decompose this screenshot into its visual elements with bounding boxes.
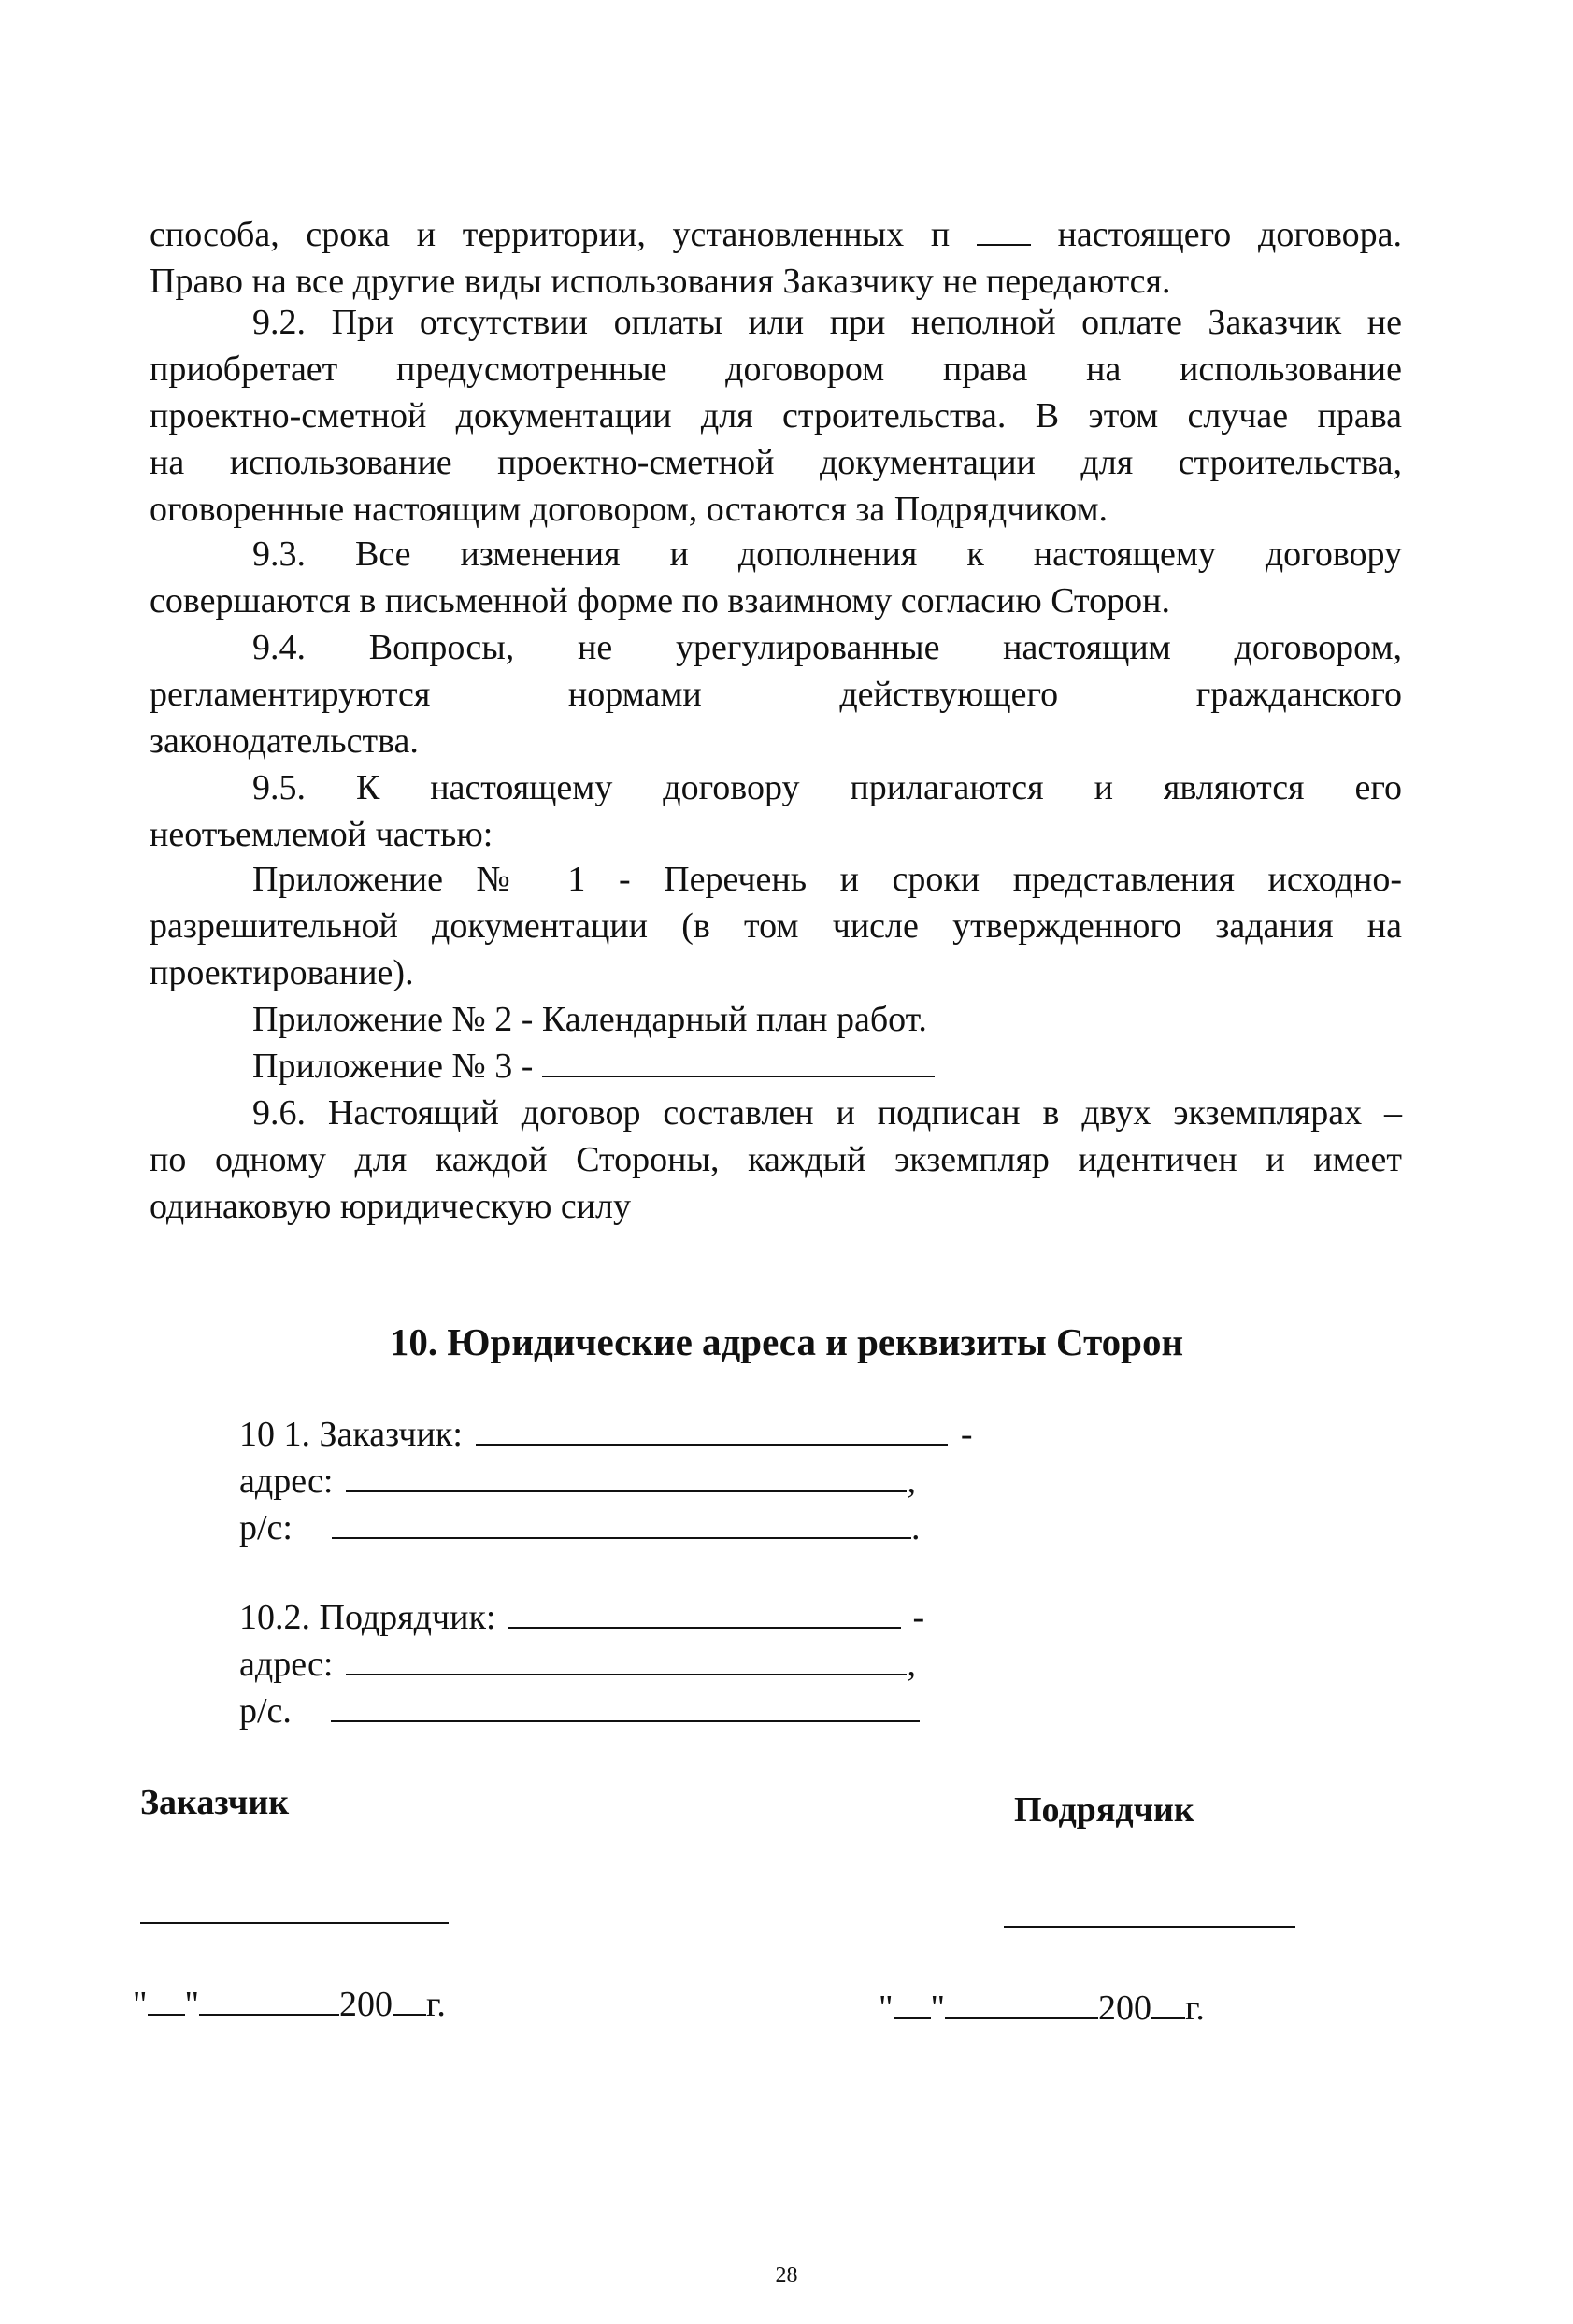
- customer-date-line: [133, 1981, 446, 2028]
- day-blank: [894, 1989, 931, 2019]
- page-number: 28: [775, 2263, 798, 2288]
- year-suffix: г.: [426, 1985, 446, 2024]
- text-line: оговоренные настоящим договором, остаются за Подрядчиком.: [150, 490, 1108, 529]
- paragraph-9-2: [150, 299, 1402, 533]
- year-blank: [1151, 1989, 1185, 2019]
- paragraph-9-4: [150, 624, 1402, 764]
- customer-requisites: [239, 1411, 973, 1551]
- text-line: 9.5. К настоящему договору прилагаются и являются его: [252, 768, 1402, 807]
- dash: -: [912, 1598, 925, 1637]
- account-blank: [332, 1509, 911, 1539]
- contractor-requisites: [239, 1594, 924, 1734]
- contractor-label: 10.2. Подрядчик:: [239, 1598, 496, 1637]
- address-label: адрес:: [239, 1645, 334, 1684]
- contractor-signature-line: [1004, 1926, 1295, 1928]
- text-line: проектирование).: [150, 953, 414, 992]
- appendix-2-entry: Приложение № 2 - Календарный план работ.: [252, 1000, 927, 1039]
- text-line: проектно-сметной документации для строительства. В этом случае права: [150, 396, 1402, 435]
- text-line: Приложение № 1 - Перечень и сроки представления исходно-: [252, 860, 1402, 899]
- quote-mark: ": [133, 1985, 148, 2024]
- quote-mark: ": [184, 1985, 200, 2024]
- customer-line: [239, 1411, 973, 1458]
- appendix-2-3-entries: [150, 996, 1402, 1090]
- address-label: адрес:: [239, 1461, 334, 1501]
- contractor-date-line: [879, 1985, 1205, 2032]
- comma: ,: [907, 1461, 916, 1501]
- text-line: по одному для каждой Стороны, каждый экземпляр идентичен и имеет: [150, 1140, 1402, 1179]
- period: .: [910, 1508, 921, 1547]
- account-blank: [331, 1692, 920, 1722]
- day-blank: [148, 1986, 185, 2016]
- account-label: р/с.: [239, 1691, 292, 1731]
- text-fragment: способа, срока и территории, установленных п: [150, 215, 951, 254]
- quote-mark: ": [930, 1989, 946, 2028]
- text-line: одинаковую юридическую силу: [150, 1187, 632, 1226]
- account-label: р/с:: [239, 1508, 293, 1547]
- address-blank: [346, 1462, 907, 1492]
- customer-label: 10 1. Заказчик:: [239, 1415, 463, 1454]
- contractor-line: [239, 1594, 924, 1641]
- text-line: приобретает предусмотренные договором права на использование: [150, 349, 1402, 389]
- text-line: 9.4. Вопросы, не урегулированные настоящим договором,: [252, 628, 1402, 667]
- paragraph-9-6: [150, 1090, 1402, 1230]
- text-fragment: настоящего договора.: [1057, 215, 1403, 254]
- text-line: регламентируются нормами действующего гражданского: [150, 675, 1402, 714]
- text-line: 9.2. При отсутствии оплаты или при неполной оплате Заказчик не: [252, 303, 1402, 342]
- month-blank: [199, 1986, 339, 2016]
- contractor-address-line: [239, 1641, 924, 1688]
- customer-signature-title: Заказчик: [140, 1783, 290, 1822]
- year-blank: [393, 1986, 426, 2016]
- text-line: неотъемлемой частью:: [150, 815, 493, 854]
- paragraph-9-1-continuation: [150, 211, 1402, 305]
- text-line: [150, 211, 1402, 258]
- dash: -: [960, 1415, 973, 1454]
- text-line: на использование проектно-сметной документации для строительства,: [150, 443, 1402, 482]
- contractor-name-blank: [508, 1599, 901, 1629]
- year-prefix: 200: [1098, 1989, 1152, 2028]
- appendix-1-entry: [150, 856, 1402, 996]
- appendix-3-entry: [150, 1043, 1402, 1090]
- paragraph-9-3: [150, 531, 1402, 624]
- customer-account-line: [239, 1504, 973, 1551]
- section-10-heading: 10. Юридические адреса и реквизиты Сторон: [389, 1320, 1184, 1363]
- year-prefix: 200: [339, 1985, 393, 2024]
- month-blank: [945, 1989, 1098, 2019]
- text-line: 9.3. Все изменения и дополнения к настоящему договору: [252, 535, 1402, 574]
- text-fragment: Приложение № 3 -: [252, 1047, 534, 1086]
- quote-mark: ": [879, 1989, 894, 2028]
- fill-in-blank: [977, 216, 1031, 246]
- customer-signature-line: [140, 1922, 449, 1924]
- text-line: 9.6. Настоящий договор составлен и подписан в двух экземплярах –: [252, 1093, 1402, 1133]
- text-line: законодательства.: [150, 721, 419, 761]
- contractor-account-line: [239, 1688, 924, 1734]
- year-suffix: г.: [1185, 1989, 1205, 2028]
- address-blank: [346, 1646, 907, 1675]
- customer-name-blank: [476, 1416, 948, 1446]
- customer-address-line: [239, 1458, 973, 1504]
- contractor-signature-title: Подрядчик: [1014, 1790, 1194, 1830]
- fill-in-blank: [542, 1048, 935, 1077]
- text-line: разрешительной документации (в том числе утвержденного задания на: [150, 906, 1402, 946]
- text-line: Право на все другие виды использования Заказчику не передаются.: [150, 262, 1171, 301]
- text-line: совершаются в письменной форме по взаимному согласию Сторон.: [150, 581, 1170, 620]
- comma: ,: [907, 1645, 916, 1684]
- paragraph-9-5: [150, 764, 1402, 858]
